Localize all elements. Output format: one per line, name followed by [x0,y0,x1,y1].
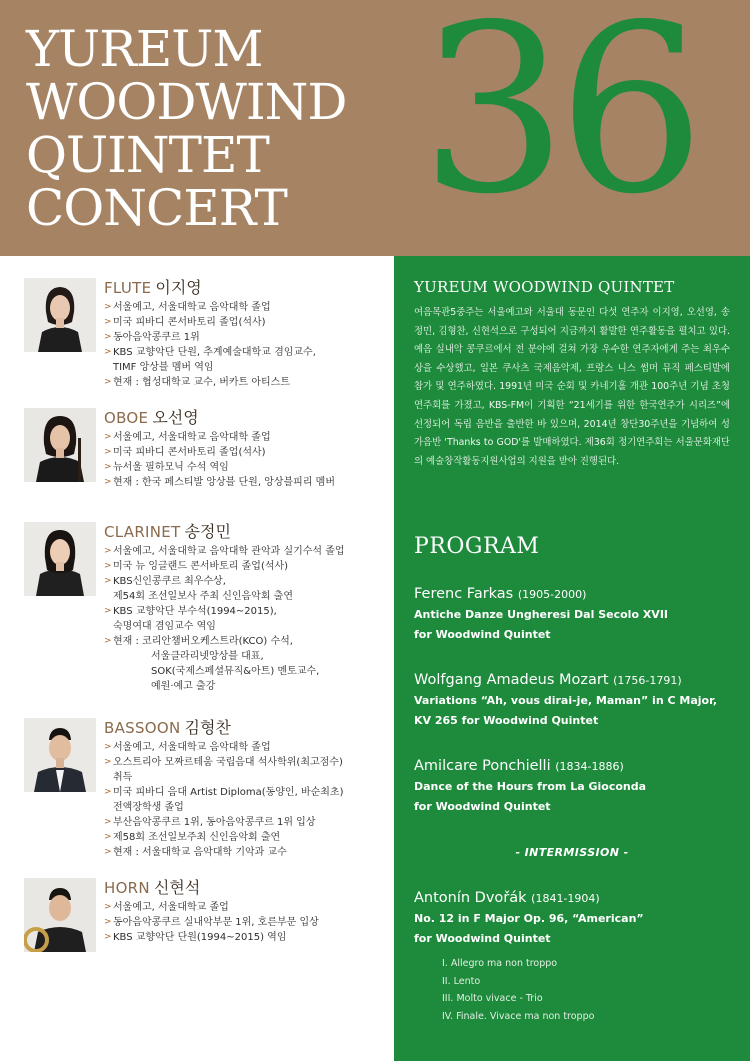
bio-line: > 미국 뉴 잉글랜드 콘서바토리 졸업(석사) [104,559,394,574]
bio-line: > 미국 피바디 콘서바토리 졸업(석사) [104,315,394,330]
bio-line: 전액장학생 졸업 [113,802,184,813]
composer-name: Antonín Dvořák [414,890,527,906]
bio-line: > 오스트리아 모짜르테움 국립음대 석사학위(최고점수) [104,755,394,770]
portrait-icon [24,522,96,596]
portrait-icon [24,718,96,792]
bio-line: > 현재 : 코리안챔버오케스트라(KCO) 수석, [104,634,394,649]
poster-header [0,0,750,256]
movement-item: IV. Finale. Vivace ma non troppo [442,1010,595,1022]
composer-years: (1905-2000) [517,588,587,601]
member-bio [104,430,394,490]
member-heading [104,408,394,428]
member-photo-bassoon [24,718,96,792]
program-heading: PROGRAM [414,534,540,559]
ensemble-description: 여음목관5중주는 서울예고와 서울대 동문인 다섯 연주자 이지영, 오선영, 송정민, 김형찬, 신현석으로 구성되어 지금까지 활발한 연주활동을 펼치고 있다. 예음 실내악 콩쿠르에서 전 분야에 걸쳐 가장 우수한 연주자에게 주는 최우수상을 수상했고, 일본 쿠사츠 국제음악제, 프랑스 니스 썸머 뮤직 페스티발에 참가 및 연주하였다. 1991년 미국 순회 및 카네기홀 개관 100주년 기념 초청연주회를 가졌고, KBS-FM이 기획한 “21세기를 위한 한국연주가 시리즈”에 선정되어 독립 음반을 출반한 바 있으며, 2014년 창단30주년을 기념하여 성가음반 'Thanks to GOD'를 발매하였다. 제36회 정기연주회는 서울문화재단의 예술창작활동지원사업의 지원을 받아 진행된다. [414,307,730,467]
member-photo-oboe [24,408,96,482]
bio-line: > 서울예고, 서울대학교 음악대학 졸업 [104,740,394,755]
member-heading [104,878,394,898]
title-line-3: QUINTET [26,126,269,184]
bio-line: > 동아음악콩쿠르 1위 [104,330,394,345]
member-name: 이지영 [155,278,202,297]
program-piece [414,756,740,817]
bio-line: > KBS신인콩쿠르 최우수상, [104,574,394,589]
bio-line: > 서울예고, 서울대학교 졸업 [104,900,394,915]
bio-line: 취득 [113,772,133,783]
member-heading [104,718,394,738]
work-title: Variations “Ah, vous dirai-je, Maman” in C Major, [414,694,718,707]
member-name: 김형찬 [184,718,231,737]
title-line-1: YUREUM [26,20,263,78]
portrait-icon [24,878,96,952]
bio-line: > 뉴서울 필하모닉 수석 역임 [104,460,394,475]
work-title: Dance of the Hours from La Gioconda [414,780,647,793]
bio-line: > 부산음악콩쿠르 1위, 동아음악콩쿠르 1위 입상 [104,815,394,830]
members-column [0,256,394,1061]
program-column [394,256,750,1061]
member-bio [104,544,394,694]
bio-line: 예원·예고 출강 [151,681,216,692]
movement-item: I. Allegro ma non troppo [442,958,558,969]
member-heading [104,522,394,542]
bio-line: > 미국 피바디 콘서바토리 졸업(석사) [104,445,394,460]
work-title: for Woodwind Quintet [414,800,551,813]
instrument-label: OBOE [104,409,149,427]
bio-line: SOK(국제스페셜뮤직&아트) 멘토교수, [151,666,320,677]
composer-name: Wolfgang Amadeus Mozart [414,672,609,688]
work-title: No. 12 in F Major Op. 96, “American” [414,912,644,925]
bio-line: 서울클라리넷앙상블 대표, [151,651,264,662]
composer-name: Amilcare Ponchielli [414,758,551,774]
composer-years: (1834-1886) [555,760,624,773]
portrait-icon [24,408,96,482]
program-piece [414,888,740,1025]
work-title: for Woodwind Quintet [414,628,551,641]
portrait-icon [24,278,96,352]
bio-line: > 서울예고, 서울대학교 음악대학 졸업 [104,300,394,315]
movement-list [442,955,740,1025]
member-photo-flute [24,278,96,352]
bio-line: 숙명여대 겸임교수 역임 [113,621,216,632]
bio-line: > KBS 교향악단 부수석(1994~2015), [104,604,394,619]
instrument-label: FLUTE [104,279,152,297]
instrument-label: BASSOON [104,719,181,737]
instrument-label: HORN [104,879,150,897]
member-name: 오선영 [152,408,199,427]
member-photo-horn [24,878,96,952]
bio-line: > 현재 : 한국 페스티발 앙상블 단원, 앙상블피리 멤버 [104,475,394,490]
bio-line: > 서울예고, 서울대학교 음악대학 졸업 [104,430,394,445]
work-title: Antiche Danze Ungheresi Dal Secolo XVII [414,608,669,621]
bio-line: > KBS 교향악단 단원(1994~2015) 역임 [104,930,394,945]
instrument-label: CLARINET [104,523,181,541]
title-line-4: CONCERT [26,179,287,237]
member-name: 신현석 [153,878,201,897]
member-bio [104,300,394,390]
bio-line: > 서울예고, 서울대학교 음악대학 관악과 실기수석 졸업 [104,544,394,559]
bio-line: > 미국 피바디 음대 Artist Diploma(동양인, 바순최초) [104,785,394,800]
concert-number: 36 [420,0,696,245]
bio-line: > 현재 : 서울대학교 음악대학 기악과 교수 [104,845,394,860]
composer-name: Ferenc Farkas [414,586,514,602]
ensemble-heading: YUREUM WOODWIND QUINTET [414,278,675,296]
composer-years: (1756-1791) [613,674,682,687]
program-piece [414,670,740,731]
member-bio [104,900,394,945]
composer-years: (1841-1904) [531,892,600,905]
member-heading [104,278,394,298]
work-title: KV 265 for Woodwind Quintet [414,714,599,727]
bio-line: > 현재 : 협성대학교 교수, 버카트 아티스트 [104,375,394,390]
intermission-label: - INTERMISSION - [515,846,629,859]
bio-line: > KBS 교향악단 단원, 추계예술대학교 겸임교수, [104,345,394,360]
title-line-2: WOODWIND [26,73,347,131]
member-bio [104,740,394,860]
bio-line: > 제58회 조선일보주최 신인음악회 출연 [104,830,394,845]
member-name: 송정민 [184,522,231,541]
movement-item: II. Lento [442,975,481,987]
movement-item: III. Molto vivace - Trio [442,993,543,1004]
bio-line: 제54회 조선일보사 주최 신인음악회 출연 [113,591,293,602]
bio-line: > 동아음악콩쿠르 실내악부문 1위, 호른부문 입상 [104,915,394,930]
work-title: for Woodwind Quintet [414,932,551,945]
bio-line: TIMF 앙상블 멤버 역임 [113,362,214,373]
program-piece [414,584,740,645]
member-photo-clarinet [24,522,96,596]
